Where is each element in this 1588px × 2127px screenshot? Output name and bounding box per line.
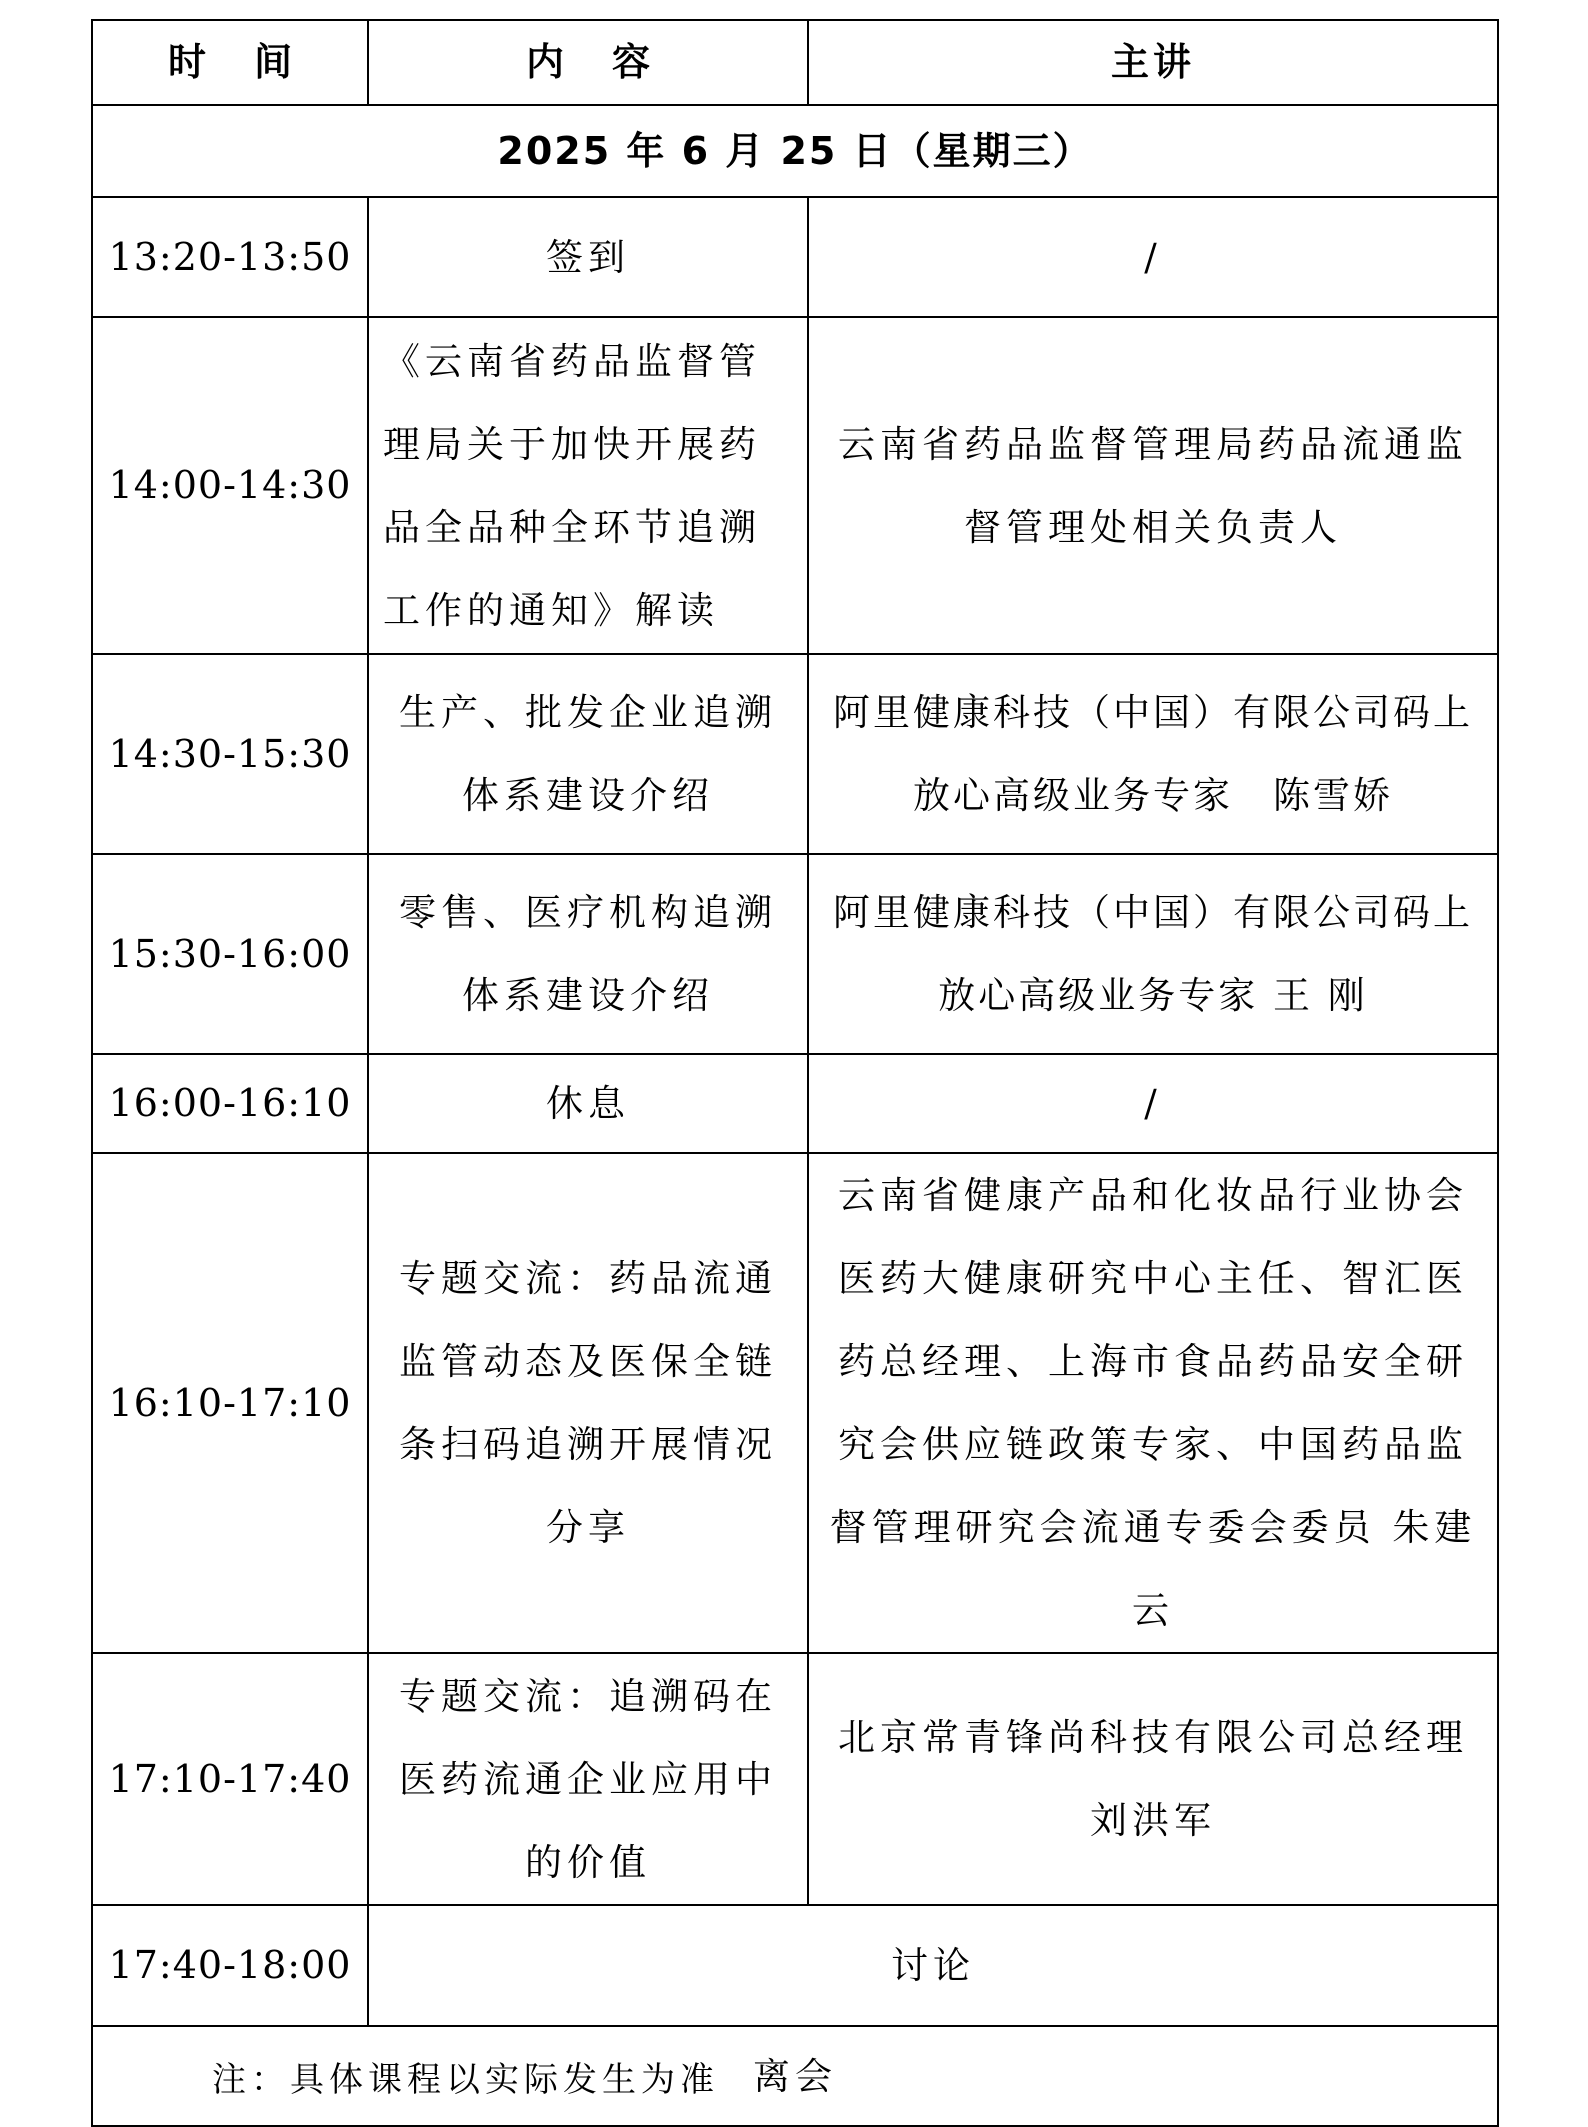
discussion-cell: 讨论 — [368, 1905, 1498, 2026]
date-cell: 2025 年 6 月 25 日（星期三） — [92, 105, 1498, 197]
content-cell: 专题交流：药品流通监管动态及医保全链条扫码追溯开展情况分享 — [368, 1153, 808, 1653]
table-row — [92, 654, 1498, 854]
speaker-cell: 阿里健康科技（中国）有限公司码上放心高级业务专家 陈雪娇 — [808, 654, 1498, 854]
speaker-cell: / — [808, 197, 1498, 317]
time-cell: 14:00-14:30 — [92, 317, 368, 654]
table-row — [92, 854, 1498, 1054]
table-row — [92, 1653, 1498, 1905]
date-row — [92, 105, 1498, 197]
time-cell: 15:30-16:00 — [92, 854, 368, 1054]
table-row — [92, 197, 1498, 317]
time-cell: 16:10-17:10 — [92, 1153, 368, 1653]
time-cell: 13:20-13:50 — [92, 197, 368, 317]
discussion-row — [92, 1905, 1498, 2026]
speaker-cell: 阿里健康科技（中国）有限公司码上放心高级业务专家 王 刚 — [808, 854, 1498, 1054]
content-cell: 专题交流：追溯码在医药流通企业应用中的价值 — [368, 1653, 808, 1905]
speaker-cell: 云南省健康产品和化妆品行业协会医药大健康研究中心主任、智汇医药总经理、上海市食品药品安全研究会供应链政策专家、中国药品监督管理研究会流通专委会委员 朱建云 — [808, 1153, 1498, 1653]
table-row — [92, 317, 1498, 654]
footnote: 注：具体课程以实际发生为准 — [212, 2060, 719, 2100]
content-cell: 休息 — [368, 1054, 808, 1153]
table-row — [92, 1153, 1498, 1653]
closing-cell: 离会 — [92, 2026, 1498, 2126]
content-cell: 《云南省药品监督管理局关于加快开展药品全品种全环节追溯工作的通知》解读 — [368, 317, 808, 654]
speaker-cell: / — [808, 1054, 1498, 1153]
speaker-cell: 北京常青锋尚科技有限公司总经理刘洪军 — [808, 1653, 1498, 1905]
time-cell: 17:10-17:40 — [92, 1653, 368, 1905]
table-row — [92, 1054, 1498, 1153]
time-cell: 17:40-18:00 — [92, 1905, 368, 2026]
content-cell: 签到 — [368, 197, 808, 317]
header-row — [92, 20, 1498, 105]
header-time: 时间 — [92, 20, 368, 105]
content-cell: 生产、批发企业追溯体系建设介绍 — [368, 654, 808, 854]
speaker-cell: 云南省药品监督管理局药品流通监督管理处相关负责人 — [808, 317, 1498, 654]
time-cell: 16:00-16:10 — [92, 1054, 368, 1153]
content-cell: 零售、医疗机构追溯体系建设介绍 — [368, 854, 808, 1054]
header-speaker: 主讲 — [808, 20, 1498, 105]
header-content: 内容 — [368, 20, 808, 105]
agenda-table — [91, 19, 1499, 2127]
time-cell: 14:30-15:30 — [92, 654, 368, 854]
